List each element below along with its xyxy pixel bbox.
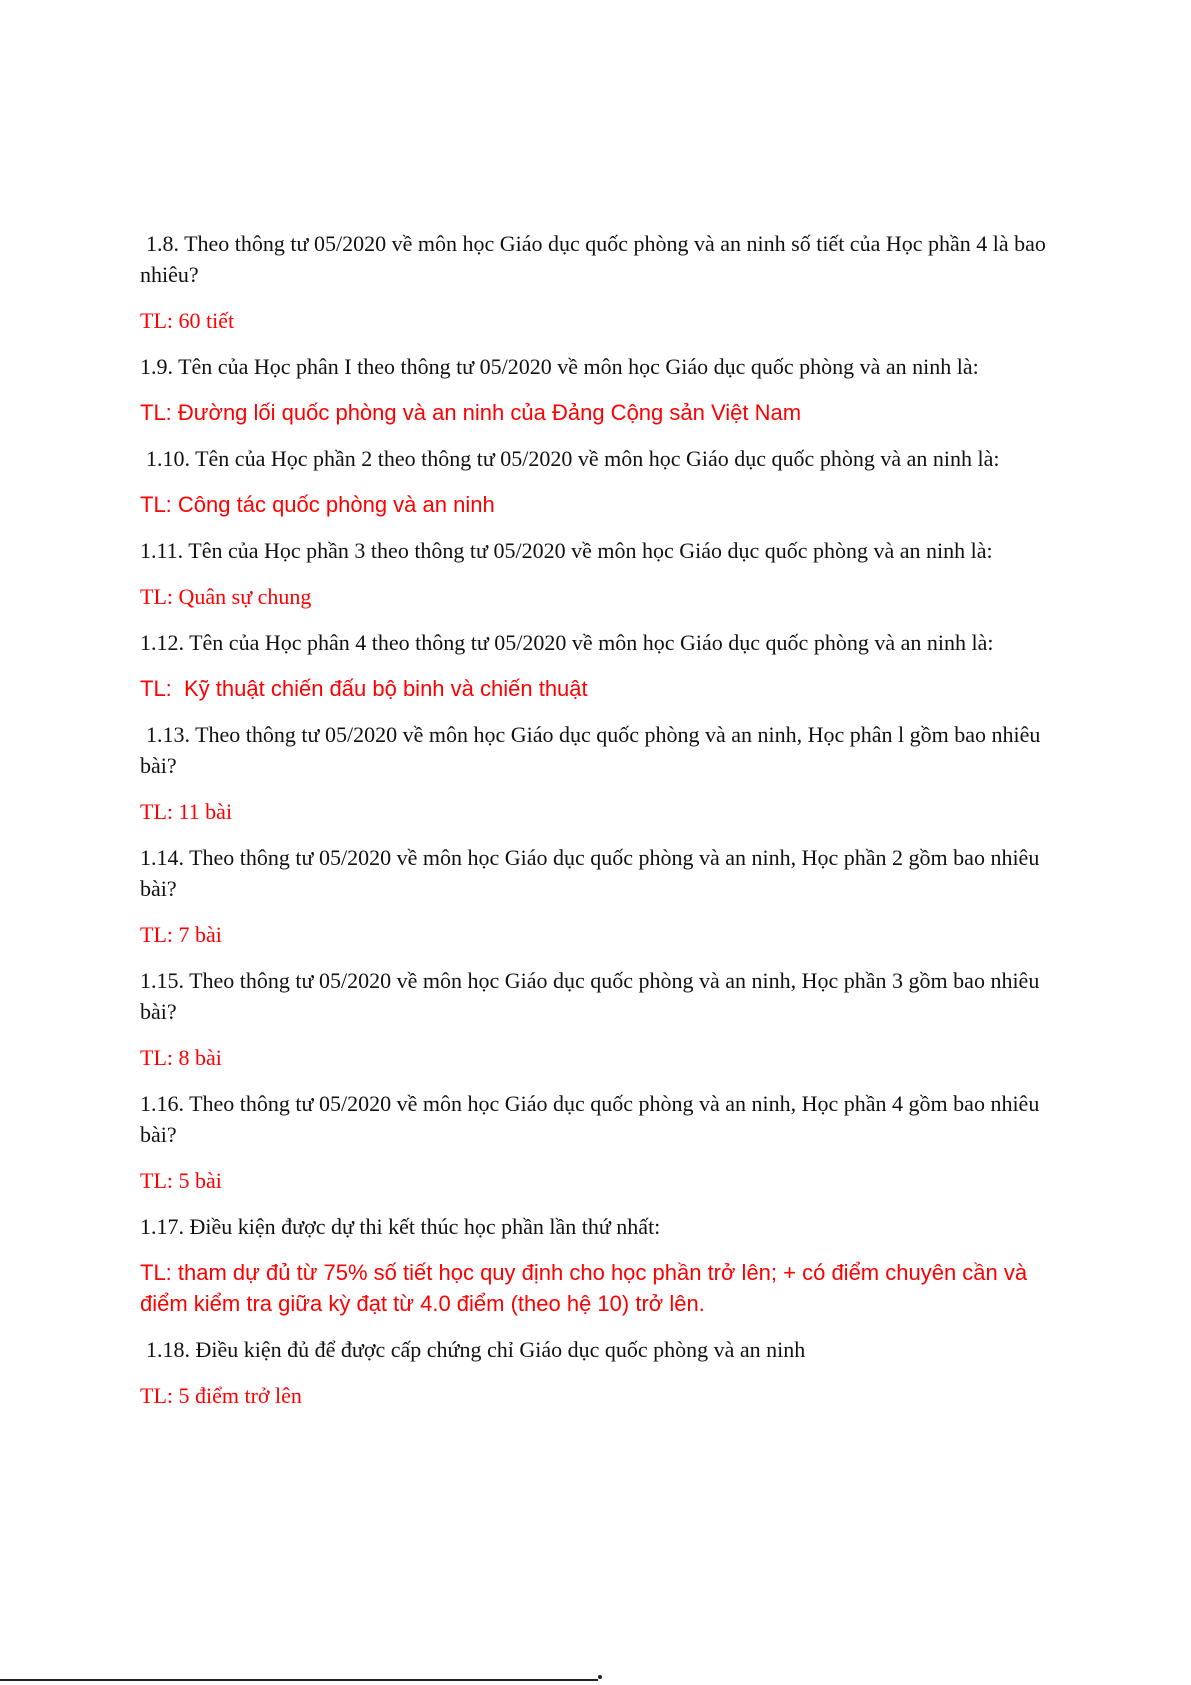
footer-dot [598, 1675, 602, 1679]
footer-divider [0, 1679, 598, 1681]
answer-1-11: TL: Quân sự chung [140, 584, 312, 609]
question-1-11: 1.11. Tên của Học phần 3 theo thông tư 05/2020 về môn học Giáo dục quốc phòng và an ninh là: [140, 538, 993, 563]
question-1-10: 1.10. Tên của Học phần 2 theo thông tư 05/2020 về môn học Giáo dục quốc phòng và an ninh là: [146, 446, 1000, 471]
answer-1-17: TL: tham dự đủ từ 75% số tiết học quy định cho học phần trở lên; + có điểm chuyên cần và điểm kiểm tra giữa kỳ đạt từ 4.0 điểm (theo hệ 10) trở lên. [140, 1260, 1028, 1316]
question-1-12: 1.12. Tên của Học phân 4 theo thông tư 05/2020 về môn học Giáo dục quốc phòng và an ninh là: [140, 630, 994, 655]
answer-1-15: TL: 8 bài [140, 1045, 222, 1070]
answer-1-16: TL: 5 bài [140, 1168, 222, 1193]
question-1-8: 1.8. Theo thông tư 05/2020 về môn học Giáo dục quốc phòng và an ninh số tiết của Học phần 4 là bao nhiêu? [140, 231, 1046, 287]
answer-1-8: TL: 60 tiết [140, 308, 235, 333]
answer-1-18: TL: 5 điểm trở lên [140, 1383, 302, 1408]
qa-list [140, 228, 1060, 1426]
question-1-16: 1.16. Theo thông tư 05/2020 về môn học Giáo dục quốc phòng và an ninh, Học phần 4 gồm bao nhiêu bài? [140, 1091, 1040, 1147]
answer-1-12: TL: Kỹ thuật chiến đấu bộ binh và chiến thuật [140, 676, 588, 701]
question-1-13: 1.13. Theo thông tư 05/2020 về môn học Giáo dục quốc phòng và an ninh, Học phân l gồm bao nhiêu bài? [140, 722, 1041, 778]
answer-1-13: TL: 11 bài [140, 799, 233, 824]
question-1-14: 1.14. Theo thông tư 05/2020 về môn học Giáo dục quốc phòng và an ninh, Học phần 2 gồm bao nhiêu bài? [140, 845, 1040, 901]
question-1-15: 1.15. Theo thông tư 05/2020 về môn học Giáo dục quốc phòng và an ninh, Học phần 3 gồm bao nhiêu bài? [140, 968, 1040, 1024]
answer-1-14: TL: 7 bài [140, 922, 222, 947]
answer-1-9: TL: Đường lối quốc phòng và an ninh của Đảng Cộng sản Việt Nam [140, 400, 802, 425]
question-1-18: 1.18. Điều kiện đủ để được cấp chứng chỉ Giáo dục quốc phòng và an ninh [146, 1337, 806, 1362]
answer-1-10: TL: Công tác quốc phòng và an ninh [140, 492, 495, 517]
question-1-9: 1.9. Tên của Học phân I theo thông tư 05/2020 về môn học Giáo dục quốc phòng và an ninh là: [140, 354, 979, 379]
question-1-17: 1.17. Điều kiện được dự thi kết thúc học phần lần thứ nhất: [140, 1214, 661, 1239]
